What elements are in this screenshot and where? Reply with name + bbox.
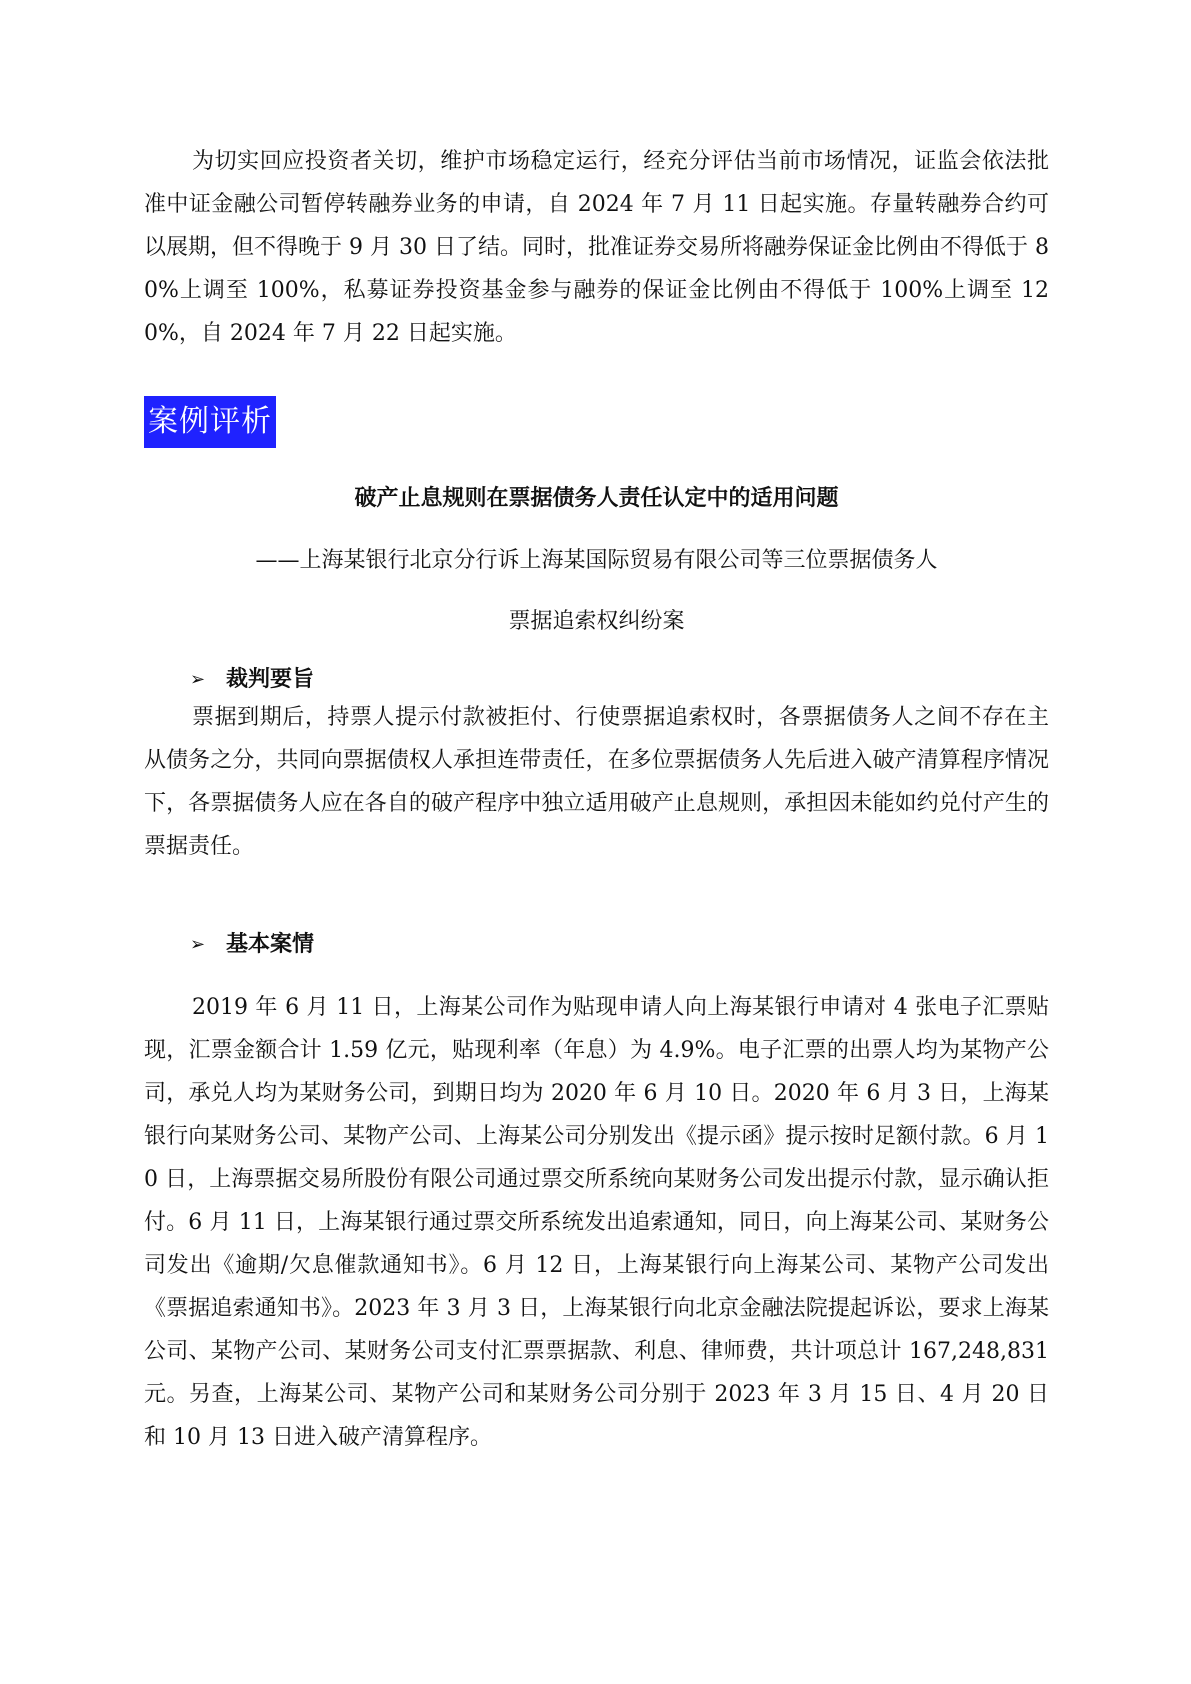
basic-facts-paragraph: 2019 年 6 月 11 日，上海某公司作为贴现申请人向上海某银行申请对 4 张电子汇票贴现，汇票金额合计 1.59 亿元，贴现利率（年息）为 4.9%。电子汇票的出票人均为某物产公司，承兑人均为某财务公司，到期日均为 2020 年 6 月 10 日。2020 年 6 月 3 日，上海某银行向某财务公司、某物产公司、上海某公司分别发出《提示函》提示按时足额付款。6 月 10 日，上海票据交易所股份有限公司通过票交所系统向某财务公司发出提示付款，显示确认拒付。6 月 11 日，上海某银行通过票交所系统发出追索通知，同日，向上海某公司、某财务公司发出《逾期/欠息催款通知书》。6 月 12 日，上海某银行向上海某公司、某物产公司发出《票据追索通知书》。2023 年 3 月 3 日，上海某银行向北京金融法院提起诉讼，要求上海某公司、某物产公司、某财务公司支付汇票票据款、利息、律师费，共计项总计 167,248,831 元。另查，上海某公司、某物产公司和某财务公司分别于 2023 年 3 月 15 日、4 月 20 日和 10 月 13 日进入破产清算程序。 (144, 995, 1049, 1450)
case-subtitle-line-1: ——上海某银行北京分行诉上海某国际贸易有限公司等三位票据债务人 (255, 548, 938, 573)
heading-basic-facts (190, 930, 314, 960)
judgment-gist-paragraph: 票据到期后，持票人提示付款被拒付、行使票据追索权时，各票据债务人之间不存在主从债务之分，共同向票据债权人承担连带责任，在多位票据债务人先后进入破产清算程序情况下，各票据债务人应在各自的破产程序中独立适用破产止息规则，承担因未能如约兑付产生的票据责任。 (144, 705, 1049, 859)
heading-judgment-gist-label: 裁判要旨 (226, 667, 315, 692)
arrow-bullet-icon: ➢ (190, 934, 206, 955)
intro-paragraph: 为切实回应投资者关切，维护市场稳定运行，经充分评估当前市场情况，证监会依法批准中证金融公司暂停转融券业务的申请，自 2024 年 7 月 11 日起实施。存量转融券合约可以展期，但不得晚于 9 月 30 日了结。同时，批准证券交易所将融券保证金比例由不得低于 80%上调至 100%，私募证券投资基金参与融券的保证金比例由不得低于 100%上调至 120%，自 2024 年 7 月 22 日起实施。 (144, 149, 1049, 346)
heading-judgment-gist (190, 665, 314, 695)
case-title: 破产止息规则在票据债务人责任认定中的适用问题 (354, 486, 839, 511)
heading-basic-facts-label: 基本案情 (226, 932, 315, 957)
section-tag-case-review: 案例评析 (144, 396, 276, 448)
case-subtitle-line-2: 票据追索权纠纷案 (508, 609, 685, 634)
arrow-bullet-icon: ➢ (190, 669, 206, 690)
